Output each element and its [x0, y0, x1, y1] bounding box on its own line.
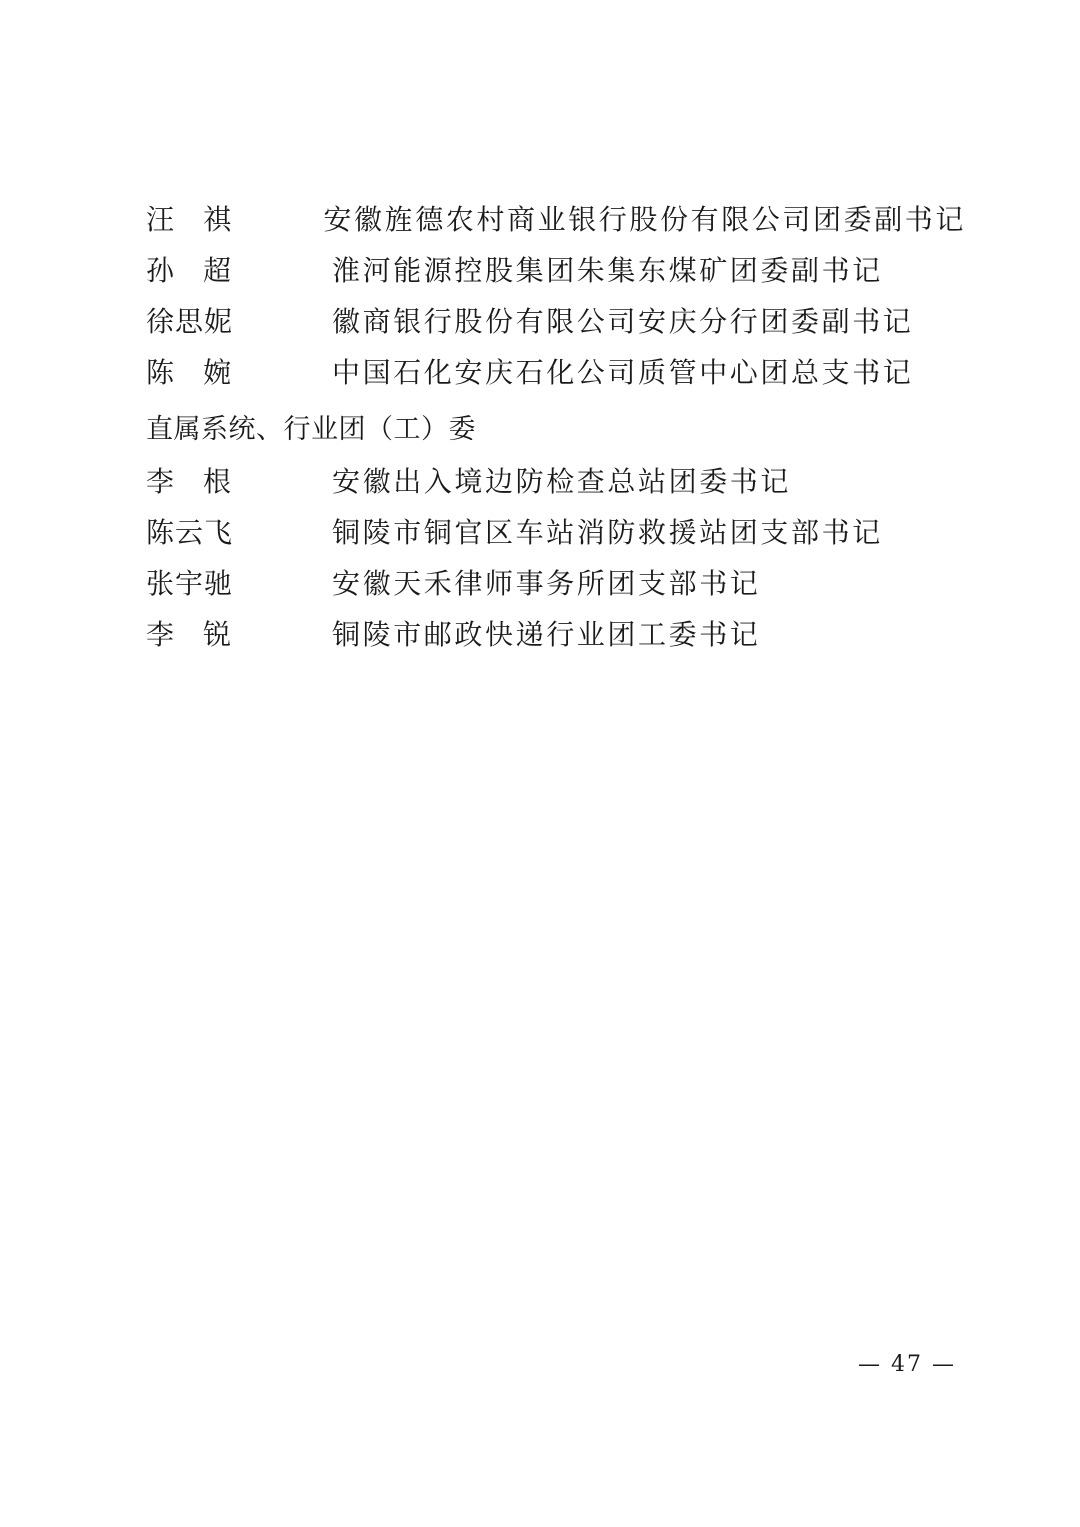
member-title: 徽商银行股份有限公司安庆分行团委副书记 — [332, 304, 914, 338]
member-title: 铜陵市铜官区车站消防救援站团支部书记 — [332, 515, 883, 549]
member-name: 李 根 — [146, 464, 232, 498]
list-item — [146, 192, 966, 243]
member-title: 淮河能源控股集团朱集东煤矿团委副书记 — [332, 253, 883, 287]
list-item — [146, 345, 966, 396]
list-item — [146, 556, 966, 607]
list-item — [146, 454, 966, 505]
member-name: 徐思妮 — [146, 304, 234, 338]
list-item — [146, 294, 966, 345]
member-title: 安徽天禾律师事务所团支部书记 — [332, 566, 761, 600]
page-number: — 47 — — [858, 1352, 956, 1377]
member-list — [146, 192, 966, 658]
list-item — [146, 607, 966, 658]
member-name: 陈 婉 — [146, 355, 232, 389]
member-title: 铜陵市邮政快递行业团工委书记 — [332, 617, 761, 651]
member-name: 汪 祺 — [146, 202, 232, 236]
member-title: 中国石化安庆石化公司质管中心团总支书记 — [332, 355, 914, 389]
member-name: 张宇驰 — [146, 566, 234, 600]
member-title: 安徽出入境边防检查总站团委书记 — [332, 464, 792, 498]
member-name: 李 锐 — [146, 617, 232, 651]
section-heading: 直属系统、行业团（工）委 — [146, 413, 476, 445]
list-item — [146, 243, 966, 294]
member-name: 孙 超 — [146, 253, 232, 287]
list-item — [146, 505, 966, 556]
member-name: 陈云飞 — [146, 515, 234, 549]
member-title: 安徽旌德农村商业银行股份有限公司团委副书记 — [323, 202, 966, 236]
